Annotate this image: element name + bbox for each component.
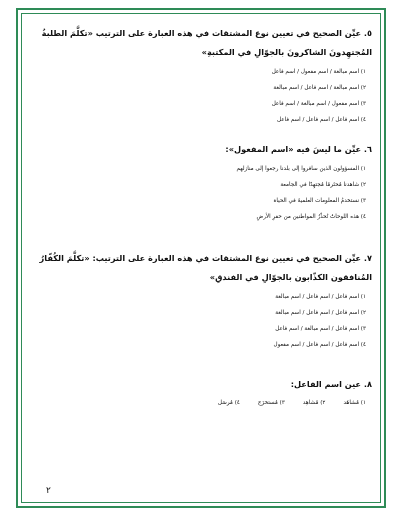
question-7 — [28, 249, 372, 353]
question-7-option-4: ٤) اسم فاعل / اسم فاعل / اسم مفعول — [273, 342, 366, 348]
question-8-option-3: ٣) مُستخرَج — [257, 400, 285, 406]
question-6-title: ٦. عيِّن ما ليسَ فيه «اسم المفعول»: — [225, 144, 372, 154]
question-6-option-1: ١) المسؤولون الذين سافروا إلى بلدنا رجعوا إلى منازلهم — [236, 166, 366, 172]
worksheet-content — [28, 24, 372, 422]
question-7-option-2: ٢) اسم فاعل / اسم فاعل / اسم مبالغة — [275, 310, 366, 316]
page-number: ٢ — [46, 486, 51, 496]
question-8-title: ٨. عين اسم الفاعل: — [290, 379, 372, 389]
page-border — [16, 8, 386, 508]
question-8-option-1: ١) مُشاهَد — [343, 400, 366, 406]
question-5-option-2: ٢) اسم مبالغة / اسم فاعل / اسم مبالغة — [273, 85, 366, 91]
question-7-option-3: ٣) اسم فاعل / اسم مبالغة / اسم فاعل — [275, 326, 366, 332]
question-8-option-2: ٢) مُشاهِد — [302, 400, 326, 406]
question-7-option-1: ١) اسم فاعل / اسم فاعل / اسم مبالغة — [275, 294, 366, 300]
question-5-option-1: ١) اسم مبالغة / اسم مفعول / اسم فاعل — [271, 69, 366, 75]
question-6 — [28, 140, 372, 225]
question-8-option-4: ٤) مُرسَل — [217, 400, 240, 406]
question-6-option-2: ٢) شاهدنا مُحتَرمًا مُجتهِدًا في الجامعة — [280, 182, 366, 188]
question-6-option-3: ٣) نستخدمُ المعلومات العلميةَ في الحياة — [273, 198, 366, 204]
question-5-option-4: ٤) اسم فاعل / اسم فاعل / اسم فاعل — [277, 117, 366, 123]
question-8-options — [28, 400, 372, 406]
question-7-title: ٧. عيِّن الصحيح في تعيين نوع المشتقات في هذه العبارة على الترتيب: «تكلَّمَ الكُفّارُ المُنافقون الكذّابون بالجوّالِ في الفندقِ» — [39, 253, 372, 282]
question-5-option-3: ٣) اسم مفعول / اسم مبالغة / اسم فاعل — [271, 101, 366, 107]
question-5 — [28, 24, 372, 128]
question-8 — [28, 375, 372, 406]
question-5-title: ٥. عيِّن الصحيح في تعيين نوع المشتقات في هذه العبارة على الترتيب «تكلَّمَ الطلبةُ المُجتهِدونَ الشاكرونَ بالجوّالِ في المكتبةِ» — [41, 28, 372, 57]
question-6-option-4: ٤) هذه اللوحاتُ تُحذِّرُ المواطنين من حفرِ الأرضِ — [256, 214, 366, 220]
